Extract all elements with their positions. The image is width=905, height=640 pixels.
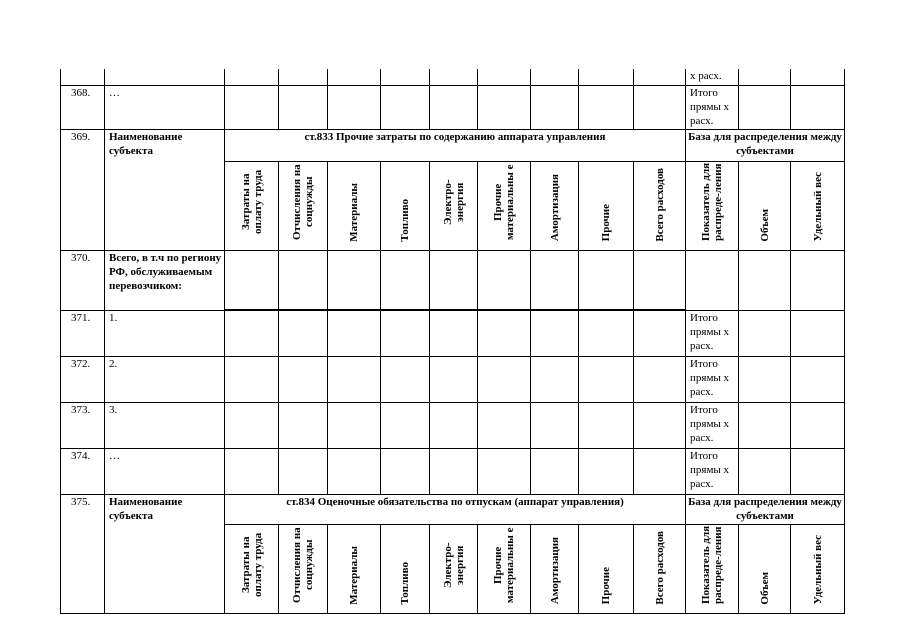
table-row [61, 356, 845, 402]
section-header-row [61, 494, 845, 524]
column-header: Отчисления на соцнужды [291, 526, 315, 603]
base-indicator: Итого прямы х расх. [686, 402, 739, 448]
subject-name [105, 69, 225, 85]
row-number: 372. [61, 356, 105, 402]
row-number: 373. [61, 402, 105, 448]
column-header: Материалы [348, 182, 360, 242]
section-title: ст.834 Оценочные обязательства по отпускам (аппарат управления) [225, 494, 686, 524]
column-header: Прочие [600, 204, 612, 242]
base-indicator: Итого прямы х расх. [686, 85, 739, 129]
row-number: 371. [61, 310, 105, 356]
subject-column-header: Наименование субъекта [105, 494, 225, 524]
row-number [61, 69, 105, 85]
column-header: Топливо [399, 561, 411, 605]
column-header: Прочие материальны е [492, 526, 516, 603]
table-row [61, 402, 845, 448]
column-header: Амортизация [548, 537, 561, 605]
subject-name: 1. [105, 310, 225, 356]
table-row-total [61, 250, 845, 310]
base-indicator: х расх. [686, 69, 739, 85]
column-header: Амортизация [548, 174, 561, 242]
section-header-row [61, 129, 845, 161]
subject-name: … [105, 85, 225, 129]
subject-name: 2. [105, 356, 225, 402]
table-row [61, 310, 845, 356]
column-header: Электро-энергия [441, 541, 466, 588]
row-number: 374. [61, 448, 105, 494]
base-header: База для распределения между субъектами [686, 129, 845, 161]
base-header: База для распределения между субъектами [686, 494, 845, 524]
column-headers-row [61, 524, 845, 613]
column-header: Удельный вес [811, 535, 824, 605]
base-indicator: Итого прямы х расх. [686, 356, 739, 402]
column-header: Прочие [600, 567, 612, 605]
column-header: Всего расходов [653, 530, 666, 605]
column-header: Материалы [348, 545, 360, 605]
column-header: Затраты на оплату труда [239, 169, 264, 234]
column-header: Объем [758, 208, 771, 242]
subject-column-header: Наименование субъекта [105, 129, 225, 161]
column-header: Всего расходов [653, 167, 666, 242]
cost-allocation-table [60, 69, 845, 614]
column-header: Показатель для распреде-ления [700, 162, 724, 241]
column-header: Объем [758, 571, 771, 605]
column-headers-row [61, 161, 845, 250]
row-number: 369. [61, 129, 105, 161]
column-header: Затраты на оплату труда [239, 532, 264, 597]
column-header: Электро-энергия [441, 178, 466, 225]
column-header: Отчисления на соцнужды [291, 163, 315, 240]
subject-name: … [105, 448, 225, 494]
row-number: 368. [61, 85, 105, 129]
row-number: 375. [61, 494, 105, 524]
column-header: Прочие материальны е [492, 163, 516, 240]
column-header: Топливо [399, 198, 411, 242]
section-title: ст.833 Прочие затраты по содержанию аппарата управления [225, 129, 686, 161]
subject-name: 3. [105, 402, 225, 448]
row-number: 370. [61, 250, 105, 310]
subject-name: Всего, в т.ч по региону РФ, обслуживаемым перевозчиком: [105, 250, 225, 310]
column-header: Показатель для распреде-ления [700, 525, 724, 604]
base-indicator: Итого прямы х расх. [686, 448, 739, 494]
table-row-carryover [61, 69, 845, 85]
table-row [61, 448, 845, 494]
column-header: Удельный вес [811, 172, 824, 242]
base-indicator: Итого прямы х расх. [686, 310, 739, 356]
table-row [61, 85, 845, 129]
